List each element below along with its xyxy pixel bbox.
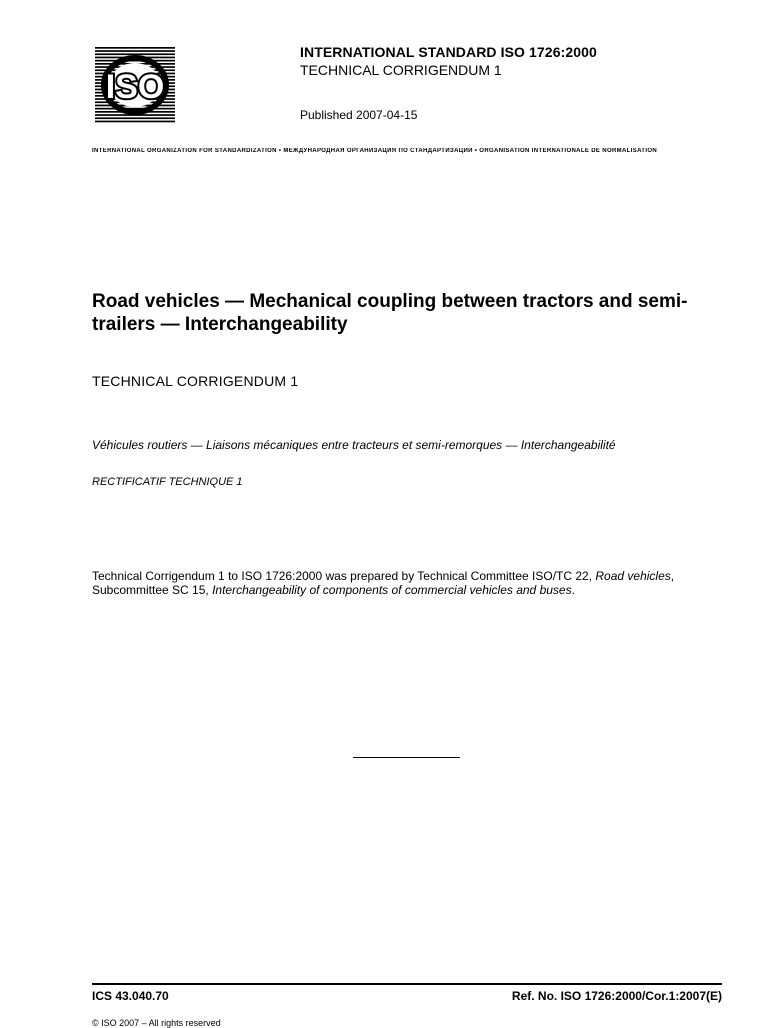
iso-logo-text: ISO <box>105 68 165 106</box>
iso-logo-stripe <box>95 50 175 52</box>
copyright-notice: © ISO 2007 – All rights reserved <box>92 1018 221 1028</box>
iso-logo-stripe <box>95 53 175 55</box>
iso-logo-stripe <box>95 117 175 119</box>
reference-number: Ref. No. ISO 1726:2000/Cor.1:2007(E) <box>511 989 722 1003</box>
ics-code: ICS 43.040.70 <box>92 989 169 1003</box>
french-corrigendum: RECTIFICATIF TECHNIQUE 1 <box>92 476 243 488</box>
body-text-part3: . <box>571 583 575 597</box>
body-text-part2: , Subcommittee SC 15, <box>92 569 675 597</box>
subcommittee-name: Interchangeability of components of commercial vehicles and buses <box>212 583 572 597</box>
committee-name: Road vehicles <box>595 569 671 583</box>
end-rule <box>353 757 460 758</box>
organization-line: INTERNATIONAL ORGANIZATION FOR STANDARDIZATION • МЕЖДУНАРОДНАЯ ОРГАНИЗАЦИЯ ПО СТАНДАРТИЗАЦИИ • ORGANISATION INTERNATIONALE DE NORMALISATION <box>92 148 658 154</box>
published-date: Published 2007-04-15 <box>300 108 418 122</box>
iso-logo <box>95 47 175 123</box>
standard-corrigendum: TECHNICAL CORRIGENDUM 1 <box>300 62 502 78</box>
document-title: Road vehicles — Mechanical coupling between tractors and semi-trailers — Interchangeability <box>92 291 688 335</box>
iso-logo-stripe <box>95 47 175 49</box>
iso-logo-stripe <box>95 121 175 123</box>
document-corrigendum: TECHNICAL CORRIGENDUM 1 <box>92 373 299 389</box>
body-text-part1: Technical Corrigendum 1 to ISO 1726:2000 was prepared by Technical Committee ISO/TC 22, <box>92 569 596 583</box>
footer-rule <box>92 983 722 985</box>
french-title: Véhicules routiers — Liaisons mécaniques entre tracteurs et semi-remorques — Interchangeabilité <box>92 438 616 452</box>
body-paragraph <box>92 569 724 597</box>
standard-title: INTERNATIONAL STANDARD ISO 1726:2000 <box>300 44 597 60</box>
